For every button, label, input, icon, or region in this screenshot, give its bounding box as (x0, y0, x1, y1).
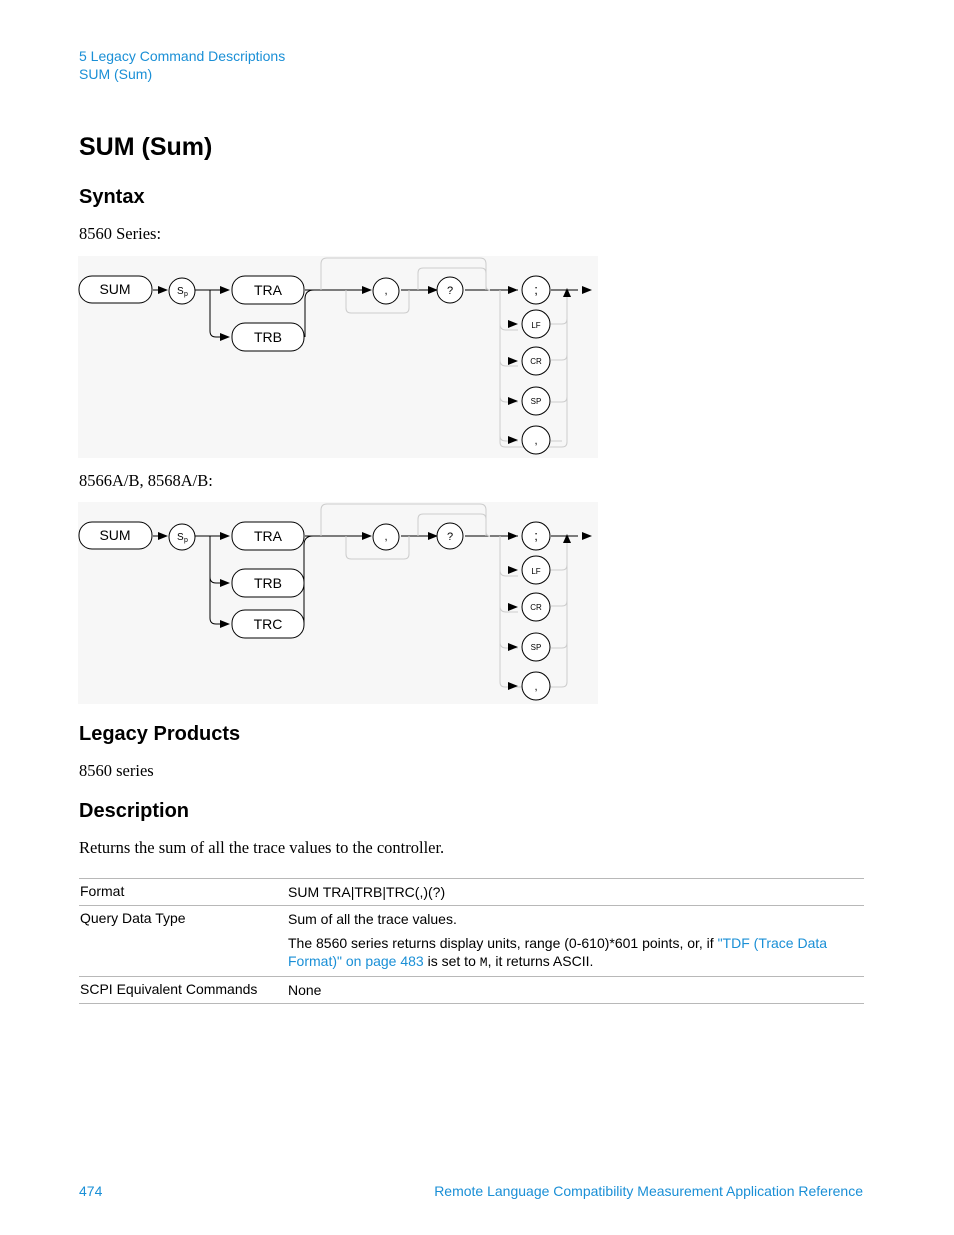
query-data-type-value: Sum of all the trace values. (288, 911, 457, 927)
breadcrumb-chapter[interactable]: 5 Legacy Command Descriptions (79, 48, 286, 64)
comma-end-label: , (534, 435, 538, 447)
scpi-label: SCPI Equivalent Commands (80, 981, 258, 997)
legacy-products-heading: Legacy Products (79, 723, 241, 745)
table-row (79, 905, 864, 976)
query-data-type-label: Query Data Type (80, 910, 186, 926)
comma-label: , (384, 285, 388, 297)
comma-label-2: , (384, 531, 388, 543)
table-row (79, 878, 864, 905)
semicolon-label-2: ; (534, 528, 538, 543)
cr-label-2: CR (530, 603, 542, 612)
sum-label: SUM (99, 281, 131, 297)
description-heading: Description (79, 800, 190, 822)
query-label-2: ? (446, 531, 454, 543)
page-number: 474 (79, 1183, 103, 1199)
diagram2-caption: 8566A/B, 8568A/B: (79, 471, 213, 490)
trc-label-2: TRC (253, 616, 283, 632)
format-value: SUM TRA|TRB|TRC(,)(?) (288, 884, 446, 900)
format-label: Format (80, 883, 125, 899)
comma-end-label-2: , (534, 681, 538, 693)
cr-label: CR (530, 357, 542, 366)
tra-label: TRA (254, 282, 282, 298)
tra-label-2: TRA (254, 528, 282, 544)
syntax-heading: Syntax (79, 186, 145, 208)
detail-text: The 8560 series returns display units, range (0-610)*601 points, or, if (288, 935, 718, 951)
query-data-type-detail (288, 934, 864, 972)
query-label: ? (446, 285, 454, 297)
semicolon-label: ; (534, 282, 538, 297)
syntax-diagram-8566 (78, 502, 598, 704)
sum-label-2: SUM (99, 527, 131, 543)
tdf-link[interactable]: "TDF (Trace Data Format)" on page 483 (288, 935, 828, 969)
sp-char-label-2: SP (530, 643, 542, 652)
diagram1-caption: 8560 Series: (79, 224, 162, 243)
lf-label-2: LF (531, 567, 541, 576)
sp-subscript: p (184, 291, 188, 298)
sp-char-label: SP (530, 397, 542, 406)
page-title: SUM (Sum) (79, 133, 213, 161)
sp-label: S (177, 286, 184, 297)
book-title[interactable]: Remote Language Compatibility Measurement Application Reference (434, 1183, 863, 1199)
breadcrumb (79, 47, 285, 83)
command-info-table (79, 878, 864, 1004)
description-text: Returns the sum of all the trace values to the controller. (79, 838, 445, 857)
detail-text: is set to (423, 953, 480, 969)
legacy-products-text: 8560 series (79, 761, 154, 780)
syntax-diagram-8560 (78, 256, 598, 458)
scpi-value: None (288, 982, 322, 998)
table-row (79, 976, 864, 1004)
trb-label: TRB (254, 329, 282, 345)
sp-subscript-2: p (184, 537, 188, 544)
detail-text: , it returns ASCII. (487, 953, 594, 969)
sp-label-2: S (177, 532, 184, 543)
trb-label-2: TRB (254, 575, 282, 591)
code-value: M (479, 955, 488, 970)
lf-label: LF (531, 321, 541, 330)
breadcrumb-section[interactable]: SUM (Sum) (79, 66, 153, 82)
